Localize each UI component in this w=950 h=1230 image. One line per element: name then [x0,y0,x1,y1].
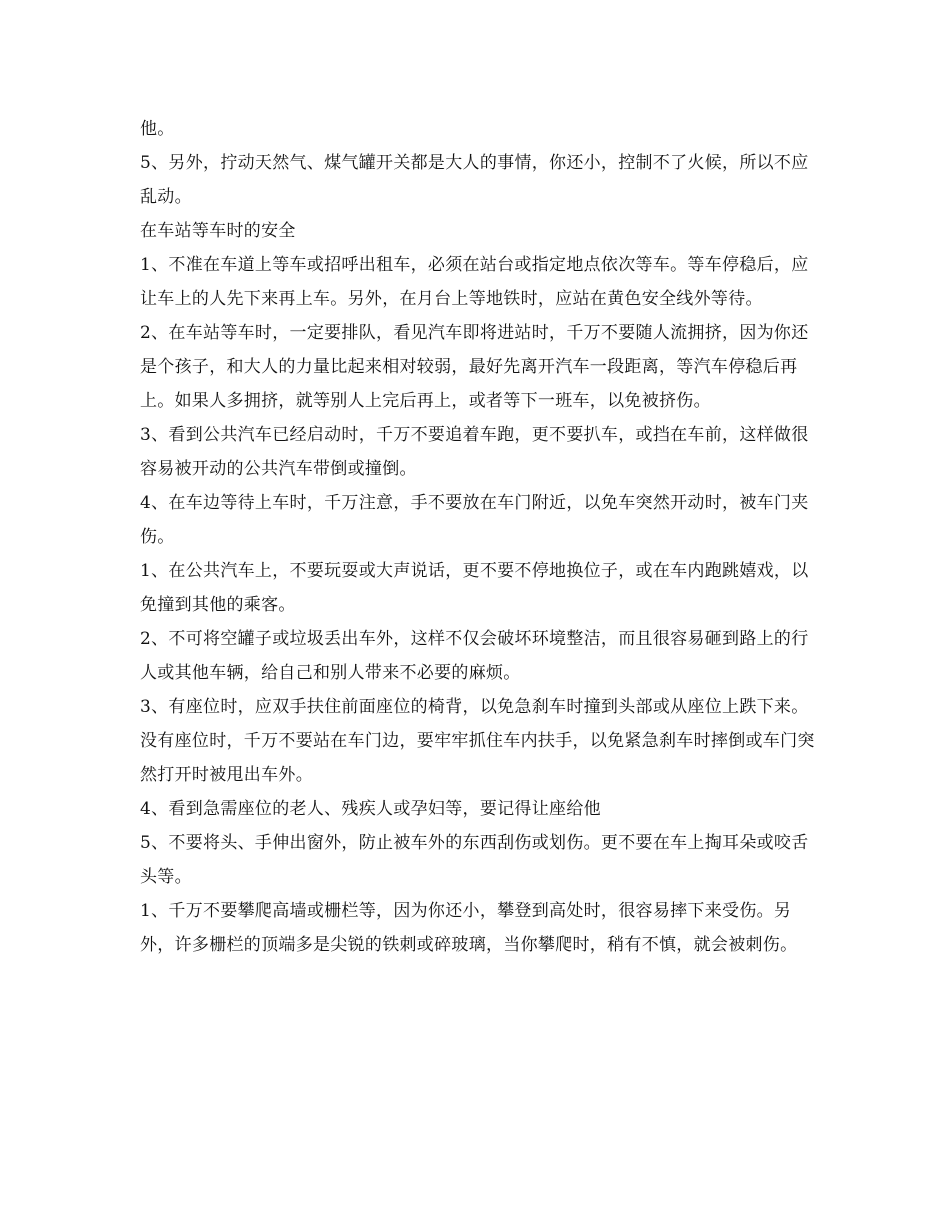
paragraph-hands-away-from-door: 4、在车边等待上车时，千万注意，手不要放在车门附近，以免车突然开动时，被车门夹伤。 [140,493,809,547]
paragraph-no-playing-on-bus: 1、在公共汽车上，不要玩耍或大声说话，更不要不停地换位子，或在车内跑跳嬉戏，以免撞到其他的乘客。 [140,561,809,615]
document-body [140,112,820,962]
paragraph-wait-at-platform: 1、不准在车道上等车或招呼出租车，必须在站台或指定地点依次等车。等车停稳后，应让车上的人先下来再上车。另外，在月台上等地铁时，应站在黄色安全线外等待。 [140,255,809,309]
paragraph-no-climbing: 1、千万不要攀爬高墙或栅栏等，因为你还小，攀登到高处时，很容易摔下来受伤。另外，许多栅栏的顶端多是尖锐的铁刺或碎玻璃，当你攀爬时，稍有不慎，就会被刺伤。 [140,901,798,955]
paragraph-do-not-chase-bus: 3、看到公共汽车已经启动时，千万不要追着车跑，更不要扒车，或挡在车前，这样做很容易被开动的公共汽车带倒或撞倒。 [140,425,809,479]
paragraph-gas-switch: 5、另外，拧动天然气、煤气罐开关都是大人的事情，你还小，控制不了火候，所以不应乱动。 [140,153,809,207]
section-heading-bus-stop-safety: 在车站等车时的安全 [140,221,296,241]
paragraph-hold-seat-back: 3、有座位时，应双手扶住前面座位的椅背，以免急刹车时撞到头部或从座位上跌下来。没有座位时，千万不要站在车门边，要牢牢抓住车内扶手，以免紧急刹车时摔倒或车门突然打开时被甩出车外。 [140,697,815,785]
paragraph-no-head-out-window: 5、不要将头、手伸出窗外，防止被车外的东西刮伤或划伤。更不要在车上掏耳朵或咬舌头等。 [140,833,809,887]
paragraph-continuation: 他。 [140,119,175,139]
paragraph-offer-seat: 4、看到急需座位的老人、残疾人或孕妇等，要记得让座给他 [140,799,601,819]
paragraph-queue-up: 2、在车站等车时，一定要排队，看见汽车即将进站时，千万不要随人流拥挤，因为你还是个孩子，和大人的力量比起来相对较弱，最好先离开汽车一段距离，等汽车停稳后再上。如果人多拥挤，就等别人上完后再上，或者等下一班车，以免被挤伤。 [140,323,809,411]
paragraph-no-littering: 2、不可将空罐子或垃圾丢出车外，这样不仅会破坏环境整洁，而且很容易砸到路上的行人或其他车辆，给自己和别人带来不必要的麻烦。 [140,629,809,683]
